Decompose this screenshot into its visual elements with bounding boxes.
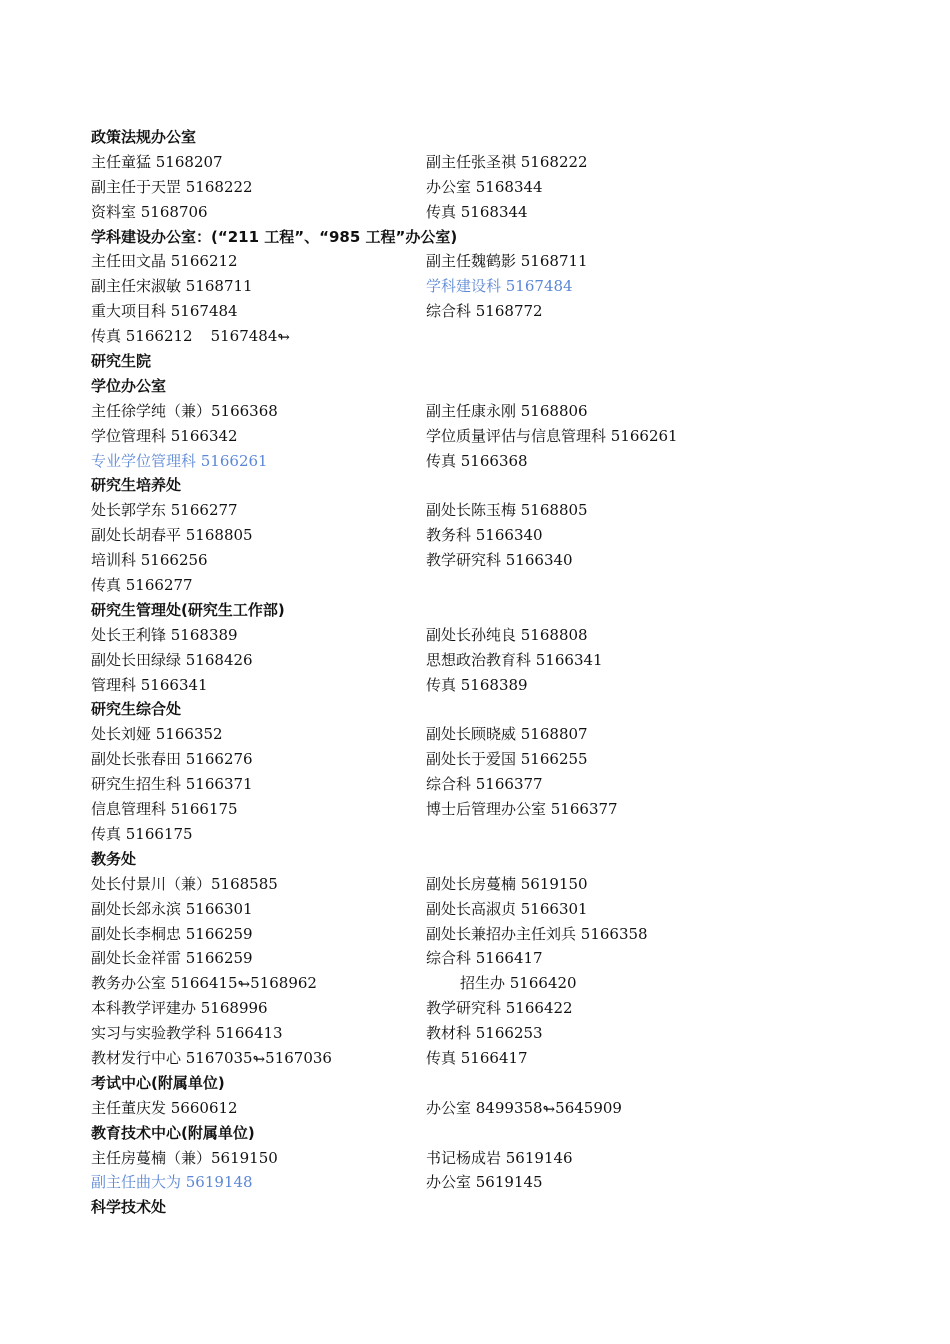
entry: 副处长高淑贞 5166301 xyxy=(426,899,588,918)
entry: 资料室 5168706 xyxy=(91,202,208,221)
entry: 思想政治教育科 5166341 xyxy=(426,650,603,669)
section-heading-graduate-general: 研究生综合处 xyxy=(91,700,182,719)
directory-row xyxy=(91,822,891,847)
entry: 学位质量评估与信息管理科 5166261 xyxy=(426,426,678,445)
entry xyxy=(91,1046,332,1071)
entry: 副主任康永刚 5168806 xyxy=(426,401,588,420)
section-heading-graduate-management: 研究生管理处(研究生工作部) xyxy=(91,600,285,619)
deputy-director-link[interactable]: 副主任曲大为 5619148 xyxy=(91,1173,253,1192)
directory-row xyxy=(91,324,891,349)
entry: 实习与实验教学科 5166413 xyxy=(91,1024,283,1043)
section-heading-policy-office: 政策法规办公室 xyxy=(91,128,197,146)
directory-row xyxy=(91,299,891,324)
entry: 副处长郐永滨 5166301 xyxy=(91,899,253,918)
section-heading-exam-center: 考试中心(附属单位) xyxy=(91,1073,225,1092)
directory-row xyxy=(91,722,891,747)
entry: 副处长田绿绿 5168426 xyxy=(91,650,253,669)
entry: 教务科 5166340 xyxy=(426,526,543,545)
entry: 副处长张春田 5166276 xyxy=(91,750,253,769)
directory-row xyxy=(91,797,891,822)
section-heading-discipline-office: 学科建设办公室：(“211 工程”、“985 工程”办公室) xyxy=(91,227,458,246)
directory-row xyxy=(91,573,891,598)
directory-page xyxy=(91,125,891,1220)
phone-symbol-icon: ↬ xyxy=(277,328,290,347)
directory-row xyxy=(91,1170,891,1195)
entry: 传真 5166175 xyxy=(91,824,193,843)
entry: 博士后管理办公室 5166377 xyxy=(426,800,618,819)
entry: 处长郭学东 5166277 xyxy=(91,501,238,520)
entry: 副处长陈玉梅 5168805 xyxy=(426,501,588,520)
entry-part: 5167484 xyxy=(210,327,278,346)
entry: 综合科 5166377 xyxy=(426,775,543,794)
directory-row xyxy=(91,249,891,274)
entry: 招生办 5166420 xyxy=(460,974,577,993)
entry xyxy=(91,324,290,349)
entry: 副处长房蔓楠 5619150 xyxy=(426,874,588,893)
entry: 主任田文晶 5166212 xyxy=(91,252,238,271)
professional-degree-link[interactable]: 专业学位管理科 5166261 xyxy=(91,451,268,470)
entry: 信息管理科 5166175 xyxy=(91,800,238,819)
directory-row xyxy=(91,449,891,474)
entry: 书记杨成岩 5619146 xyxy=(426,1148,573,1167)
entry: 处长王利锋 5168389 xyxy=(91,625,238,644)
entry: 综合科 5166417 xyxy=(426,949,543,968)
directory-row xyxy=(91,175,891,200)
directory-row xyxy=(91,200,891,225)
entry: 副主任张圣祺 5168222 xyxy=(426,152,588,171)
entry: 副处长兼招办主任刘兵 5166358 xyxy=(426,924,648,943)
section-heading-academic-affairs: 教务处 xyxy=(91,849,137,868)
entry-part: 5167036 xyxy=(265,1048,332,1067)
entry: 传真 5166368 xyxy=(426,451,528,470)
directory-row xyxy=(91,548,891,573)
directory-row xyxy=(91,996,891,1021)
directory-row xyxy=(91,1146,891,1171)
entry: 副处长于爱国 5166255 xyxy=(426,750,588,769)
section-heading-graduate-school: 研究生院 xyxy=(91,352,152,371)
entry: 传真 5168389 xyxy=(426,675,528,694)
phone-symbol-icon: ↬ xyxy=(542,1099,556,1118)
directory-row xyxy=(91,1046,891,1071)
entry: 处长付景川（兼）5168585 xyxy=(91,874,278,893)
entry: 主任童猛 5168207 xyxy=(91,152,223,171)
entry: 副处长胡春平 5168805 xyxy=(91,526,253,545)
entry-part: 传真 5166212 xyxy=(91,327,193,346)
directory-row xyxy=(91,946,891,971)
section-heading-degree-office: 学位办公室 xyxy=(91,376,167,395)
entry: 综合科 5168772 xyxy=(426,302,543,321)
directory-row xyxy=(91,523,891,548)
entry: 教学研究科 5166422 xyxy=(426,999,573,1018)
entry: 教学研究科 5166340 xyxy=(426,551,573,570)
directory-row xyxy=(91,498,891,523)
section-heading-training-office: 研究生培养处 xyxy=(91,476,182,495)
entry: 处长刘娅 5166352 xyxy=(91,725,223,744)
directory-row xyxy=(91,1021,891,1046)
entry: 主任房蔓楠（兼）5619150 xyxy=(91,1148,278,1167)
directory-row xyxy=(91,648,891,673)
entry: 主任董庆发 5660612 xyxy=(91,1098,238,1117)
phone-symbol-icon: ↬ xyxy=(237,975,251,994)
directory-row xyxy=(91,623,891,648)
entry: 研究生招生科 5166371 xyxy=(91,775,253,794)
entry: 教材科 5166253 xyxy=(426,1024,543,1043)
entry: 培训科 5166256 xyxy=(91,551,208,570)
directory-row xyxy=(91,872,891,897)
directory-row xyxy=(91,922,891,947)
directory-row xyxy=(91,897,891,922)
directory-row xyxy=(91,747,891,772)
directory-row xyxy=(91,673,891,698)
entry: 副处长顾晓威 5168807 xyxy=(426,725,588,744)
entry: 主任徐学纯（兼）5166368 xyxy=(91,401,278,420)
entry: 副处长李桐忠 5166259 xyxy=(91,924,253,943)
discipline-section-link[interactable]: 学科建设科 5167484 xyxy=(426,277,573,296)
directory-row xyxy=(91,399,891,424)
directory-row xyxy=(91,971,891,996)
entry: 传真 5168344 xyxy=(426,202,528,221)
directory-row xyxy=(91,424,891,449)
directory-row xyxy=(91,772,891,797)
entry-part: 5645909 xyxy=(555,1098,622,1117)
entry: 办公室 5168344 xyxy=(426,177,543,196)
directory-row xyxy=(91,1096,891,1121)
entry: 传真 5166277 xyxy=(91,576,193,595)
entry-part: 办公室 8499358 xyxy=(426,1098,543,1117)
entry: 管理科 5166341 xyxy=(91,675,208,694)
entry: 本科教学评建办 5168996 xyxy=(91,999,268,1018)
entry: 副处长金祥雷 5166259 xyxy=(91,949,253,968)
entry: 副处长孙纯良 5168808 xyxy=(426,625,588,644)
entry: 副主任魏鹤影 5168711 xyxy=(426,252,588,271)
directory-row xyxy=(91,150,891,175)
section-heading-science-tech: 科学技术处 xyxy=(91,1198,167,1217)
entry xyxy=(91,971,317,996)
section-heading-edu-tech-center: 教育技术中心(附属单位) xyxy=(91,1123,255,1142)
entry-part: 5168962 xyxy=(250,974,317,993)
entry: 传真 5166417 xyxy=(426,1048,528,1067)
entry: 重大项目科 5167484 xyxy=(91,302,238,321)
entry: 副主任于天罡 5168222 xyxy=(91,177,253,196)
directory-row xyxy=(91,274,891,299)
phone-symbol-icon: ↬ xyxy=(252,1049,266,1068)
entry xyxy=(426,1096,622,1121)
entry: 副主任宋淑敏 5168711 xyxy=(91,277,253,296)
entry-part: 教务办公室 5166415 xyxy=(91,974,238,993)
entry: 办公室 5619145 xyxy=(426,1173,543,1192)
entry: 学位管理科 5166342 xyxy=(91,426,238,445)
entry-part: 教材发行中心 5167035 xyxy=(91,1048,253,1067)
